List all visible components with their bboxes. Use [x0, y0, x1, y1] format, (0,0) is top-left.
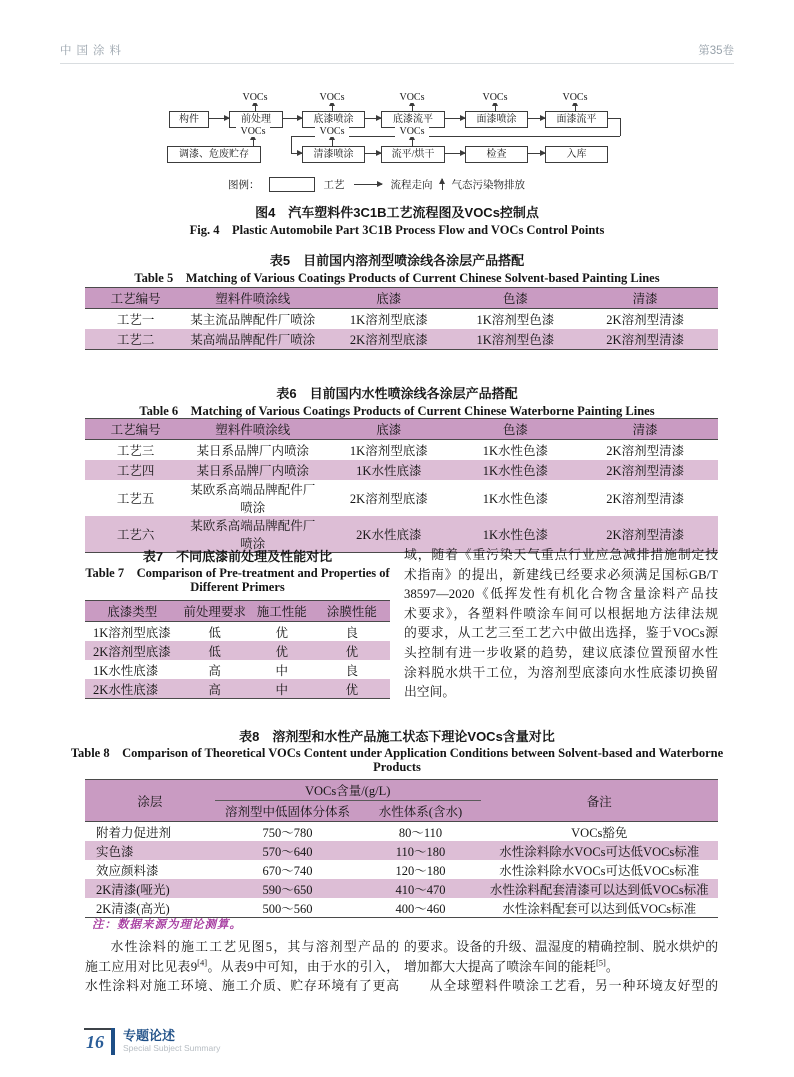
text-span: 。	[605, 959, 619, 974]
cell: 1K水性色漆	[482, 444, 549, 458]
cell: 工艺三	[116, 444, 155, 458]
col-header: 底漆类型	[85, 601, 180, 622]
cell: 某高端品牌配件厂喷涂	[190, 333, 316, 347]
table6-caption-en: Table 6 Matching of Various Coatings Products of Current Chinese Waterborne Painting Lines	[139, 404, 655, 418]
text-line: 从全球塑料件喷涂工艺看，另一种环境友好型的	[429, 979, 718, 994]
vocs-label: VOCs	[395, 92, 429, 103]
flow-arrow-icon	[443, 153, 465, 154]
flow-box-primer-flash: 底漆流平	[381, 111, 445, 128]
cell: 中	[275, 682, 288, 697]
cell: 水性涂料配套可以达到低VOCs标准	[502, 901, 697, 916]
body-left-column	[85, 938, 399, 997]
flow-box-primer-spray: 底漆喷涂	[302, 111, 365, 128]
col-header: 施工性能	[250, 601, 314, 622]
text-line: 头控制有进一步收紧的趋势，建议底漆位置预留水性	[404, 645, 718, 660]
cell: 2K水性底漆	[356, 528, 422, 542]
connector-segment	[606, 118, 620, 119]
table8-caption-en-1: Table 8 Comparison of Theoretical VOCs Content under Application Conditions between Solvent-based and Waterborne	[70, 746, 724, 760]
emission-arrow-icon	[332, 139, 333, 146]
cell: 2K溶剂型底漆	[93, 644, 171, 659]
column-paragraph	[404, 546, 718, 703]
cell: 2K清漆(高光)	[96, 901, 170, 916]
cell: 良	[345, 625, 359, 640]
table5-caption-cn: 表5 目前国内溶剂型喷涂线各涂层产品搭配	[269, 253, 525, 268]
col-header: 前处理要求	[180, 601, 250, 622]
vocs-label: VOCs	[315, 126, 349, 137]
cell: 1K水性色漆	[482, 528, 549, 542]
cell: 2K水性底漆	[93, 682, 159, 697]
page-footer	[84, 1028, 220, 1055]
cell: 2K溶剂型清漆	[606, 333, 685, 347]
table7	[85, 600, 390, 699]
cell: 优	[275, 644, 288, 659]
text-line	[404, 958, 718, 978]
table-row	[85, 841, 718, 860]
legend-process-label: 工艺	[323, 180, 345, 191]
cell: 400～460	[395, 901, 446, 916]
cell: 1K溶剂型色漆	[476, 313, 555, 327]
cell: 某主流品牌配件厂喷涂	[190, 313, 316, 327]
flow-arrow-icon	[363, 153, 381, 154]
col-header: 清漆	[572, 288, 718, 309]
cell: 低	[208, 644, 221, 659]
flow-box-topcoat-flash: 面漆流平	[545, 111, 608, 128]
table-row	[85, 879, 718, 898]
cell: 效应颜料漆	[96, 863, 159, 878]
text-line	[85, 958, 399, 978]
cell: 高	[208, 682, 221, 697]
table5-caption-en: Table 5 Matching of Various Coatings Products of Current Chinese Solvent-based Painting Lines	[134, 271, 660, 285]
cell: 750～780	[262, 825, 313, 840]
col-header: 底漆	[319, 288, 458, 309]
legend-emission-arrow-icon	[442, 179, 443, 190]
table8	[85, 779, 718, 918]
cell: 某欧系高端品牌配件厂喷涂	[190, 519, 316, 551]
cell: 590～650	[262, 882, 313, 897]
text-line: 术指南》的提出，新建线已经要求必须满足国标GB/T	[404, 567, 718, 582]
cell: 2K溶剂型底漆	[349, 492, 428, 506]
col-header: 底漆	[319, 419, 458, 440]
connector-segment	[291, 136, 292, 153]
flow-box-paint-mixing: 调漆、危废贮存	[167, 146, 261, 163]
table-header-row	[85, 601, 390, 622]
section-title-en: Special Subject Summary	[123, 1043, 221, 1053]
vocs-label: VOCs	[236, 126, 270, 137]
cell: VOCs豁免	[571, 825, 628, 840]
cell: 某欧系高端品牌配件厂喷涂	[190, 483, 316, 515]
col-header: 工艺编号	[85, 288, 186, 309]
citation-sup: [4]	[197, 957, 208, 968]
page-number: 16	[84, 1028, 111, 1053]
text-line: 的要求，从工艺三至工艺六中做出选择，鉴于VOCs源	[404, 626, 718, 641]
figure4-flowchart	[158, 90, 640, 196]
flow-arrow-icon	[526, 118, 545, 119]
footer-accent-bar	[111, 1028, 115, 1055]
emission-arrow-icon	[412, 139, 413, 146]
vocs-label: VOCs	[478, 92, 512, 103]
table7-caption-cn: 表7 不同底漆前处理及性能对比	[142, 549, 333, 564]
table-row	[85, 622, 390, 642]
cell: 优	[345, 644, 359, 659]
flow-box-pretreatment: 前处理	[229, 111, 283, 128]
flow-arrow-icon	[207, 118, 229, 119]
flow-box-component: 构件	[169, 111, 209, 128]
cell: 实色漆	[96, 844, 134, 859]
text-line: 涂料脱水烘干工位，为溶剂型底漆向水性底漆切换留	[404, 665, 718, 680]
col-header-group: VOCs含量/(g/L)	[215, 780, 481, 801]
table7-caption-en-1: Table 7 Comparison of Pre-treatment and Properties of	[85, 566, 390, 580]
col-header: 工艺编号	[85, 419, 186, 440]
cell: 80～110	[398, 825, 443, 840]
col-header: 色漆	[458, 288, 572, 309]
cell: 水性涂料除水VOCs可达低VOCs标准	[499, 844, 700, 859]
col-header: 塑料件喷涂线	[186, 419, 319, 440]
cell: 优	[345, 682, 359, 697]
table-row	[85, 660, 390, 679]
emission-arrow-icon	[253, 139, 254, 146]
table8-caption-en-2: Products	[373, 760, 421, 774]
table-row	[85, 460, 718, 480]
cell: 1K溶剂型底漆	[349, 313, 428, 327]
flow-box-inspection: 检查	[465, 146, 528, 163]
cell: 670～740	[262, 863, 313, 878]
table-row	[85, 679, 390, 699]
flow-arrow-icon	[443, 118, 465, 119]
cell: 1K水性底漆	[356, 464, 422, 478]
cell: 工艺二	[116, 333, 155, 347]
text-line: 域，随着《重污染天气重点行业应急减排措施制定技	[404, 548, 718, 562]
cell: 工艺四	[116, 464, 155, 478]
figure4-caption-cn: 图4 汽车塑料件3C1B工艺流程图及VOCs控制点	[255, 205, 539, 220]
table5	[85, 287, 718, 350]
col-header: 涂层	[85, 780, 215, 822]
legend-flow-label: 流程走向	[390, 180, 433, 191]
flow-arrow-icon	[291, 153, 302, 154]
connector-segment	[620, 118, 621, 136]
flow-arrow-icon	[363, 118, 381, 119]
table-row	[85, 440, 718, 461]
cell: 500～560	[262, 901, 313, 916]
flow-box-flash-bake: 流平/烘干	[381, 146, 445, 163]
cell: 1K溶剂型底漆	[349, 444, 428, 458]
cell: 水性涂料除水VOCs可达低VOCs标准	[499, 863, 700, 878]
cell: 110～180	[395, 844, 446, 859]
flow-box-clearcoat-spray: 清漆喷涂	[302, 146, 365, 163]
cell: 410～470	[395, 882, 446, 897]
body-right-column	[404, 938, 718, 997]
journal-name: 中国涂料	[60, 45, 126, 57]
col-subheader: 水性体系(含水)	[360, 801, 480, 822]
cell: 附着力促进剂	[96, 825, 172, 840]
cell: 高	[208, 663, 221, 678]
cell: 570～640	[262, 844, 313, 859]
text-span: 增加都大大提高了喷涂车间的能耗	[404, 959, 596, 974]
col-header: 备注	[481, 780, 718, 822]
flow-box-warehouse: 入库	[545, 146, 608, 163]
cell: 2K溶剂型清漆	[606, 528, 685, 542]
cell: 1K水性色漆	[482, 492, 549, 506]
table-row	[85, 641, 390, 660]
vocs-label: VOCs	[558, 92, 592, 103]
table6	[85, 418, 718, 553]
cell: 1K溶剂型底漆	[93, 625, 171, 640]
legend-emission-label: 气态污染物排放	[451, 180, 525, 191]
cell: 良	[345, 663, 359, 678]
cell: 2K溶剂型底漆	[349, 333, 428, 347]
cell: 2K溶剂型清漆	[606, 492, 685, 506]
col-header: 色漆	[458, 419, 572, 440]
cell: 工艺六	[116, 528, 155, 542]
table8-note: 注：数据来源为理论测算。	[92, 919, 242, 931]
vocs-label: VOCs	[315, 92, 349, 103]
cell: 工艺五	[116, 492, 155, 506]
cell: 120～180	[395, 863, 446, 878]
footer-section	[123, 1028, 220, 1054]
table-row	[85, 480, 718, 516]
cell: 优	[275, 625, 288, 640]
legend-label: 图例：	[228, 180, 260, 191]
table-row	[85, 329, 718, 350]
cell: 低	[208, 625, 221, 640]
cell: 1K水性底漆	[93, 663, 159, 678]
table-row	[85, 309, 718, 330]
text-line: 出空间。	[404, 685, 456, 700]
cell: 1K水性色漆	[482, 464, 549, 478]
table-row	[85, 822, 718, 842]
cell: 中	[275, 663, 288, 678]
cell: 某日系品牌厂内喷涂	[196, 464, 309, 478]
col-header: 塑料件喷涂线	[186, 288, 319, 309]
text-span: 。从表9中可知，由于水的引入，	[207, 959, 399, 974]
table-header-row	[85, 288, 718, 309]
text-line: 水性涂料的施工工艺见图5，其与溶剂型产品的	[110, 940, 399, 954]
table8-caption-cn: 表8 溶剂型和水性产品施工状态下理论VOCs含量对比	[239, 729, 555, 744]
figure4-caption-en: Fig. 4 Plastic Automobile Part 3C1B Process Flow and VOCs Control Points	[189, 223, 605, 237]
vocs-label: VOCs	[395, 126, 429, 137]
cell: 某日系品牌厂内喷涂	[196, 444, 309, 458]
text-line: 水性涂料对施工环境、施工介质、贮存环境有了更高	[85, 979, 399, 994]
legend-process-box-icon	[269, 177, 315, 192]
legend-flow-arrow-icon	[354, 184, 382, 185]
figure4-legend	[228, 177, 525, 192]
text-line: 的要求。设备的升级、温湿度的精确控制、脱水烘炉的	[404, 940, 718, 954]
table7-caption-en-2: Different Primers	[190, 580, 285, 594]
cell: 2K溶剂型清漆	[606, 313, 685, 327]
cell: 水性涂料配套清漆可以达到低VOCs标准	[489, 882, 709, 897]
table-row	[85, 860, 718, 879]
table-header-row	[85, 780, 718, 801]
vocs-label: VOCs	[238, 92, 272, 103]
text-span: 施工应用对比见表9	[85, 959, 198, 974]
flow-box-topcoat-spray: 面漆喷涂	[465, 111, 528, 128]
cell: 2K清漆(哑光)	[96, 882, 170, 897]
flow-arrow-icon	[526, 153, 545, 154]
col-header: 涂膜性能	[314, 601, 390, 622]
cell: 工艺一	[116, 313, 155, 327]
col-subheader: 溶剂型中低固体分体系	[215, 801, 361, 822]
volume-label: 第35卷	[698, 45, 734, 57]
col-header: 清漆	[572, 419, 718, 440]
running-head	[60, 42, 734, 64]
text-line: 38597—2020《低挥发性有机化合物含量涂料产品技	[404, 587, 718, 602]
table-row	[85, 898, 718, 918]
section-title-cn: 专题论述	[123, 1028, 176, 1043]
citation-sup: [5]	[595, 957, 606, 968]
cell: 1K溶剂型色漆	[476, 333, 555, 347]
flow-arrow-icon	[281, 118, 302, 119]
cell: 2K溶剂型清漆	[606, 444, 685, 458]
table-header-row	[85, 419, 718, 440]
table6-caption-cn: 表6 目前国内水性喷涂线各涂层产品搭配	[276, 386, 518, 401]
cell: 2K溶剂型清漆	[606, 464, 685, 478]
text-line: 术要求》，各塑料件喷涂车间可以根据地方法律法规	[404, 606, 718, 621]
